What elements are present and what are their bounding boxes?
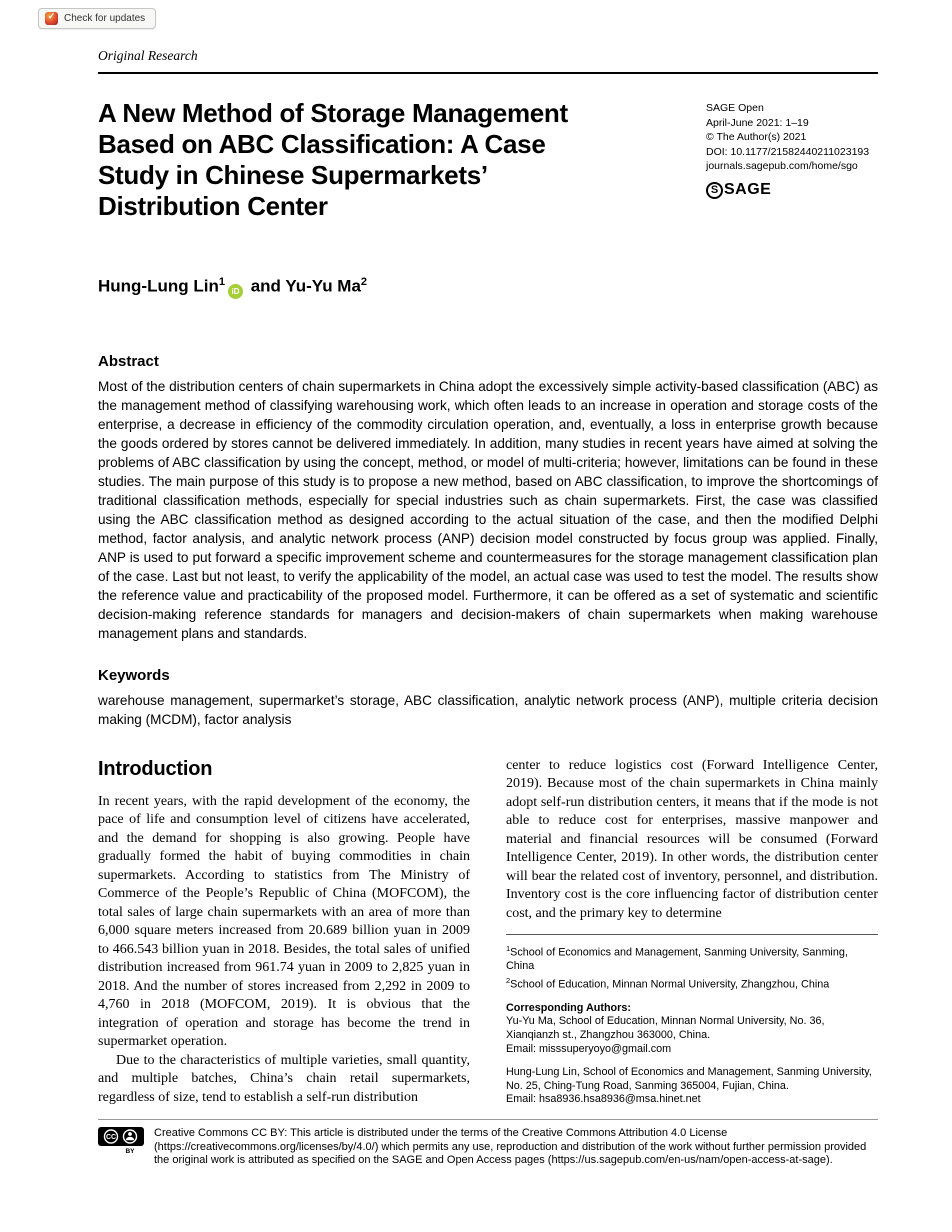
journal-info <box>706 98 878 222</box>
abstract-section <box>98 353 878 643</box>
intro-paragraph-3: center to reduce logistics cost (Forward Intelligence Center, 2019). Because most of the chain supermarkets in China mainly adopt self-run distribution centers, it means that if the mode is not able to reduce cost for enterprises, massive manpower and material and financial resources will be consumed (Forward Intelligence Center, 2019). In other words, the distribution center will bear the related cost of inventory, personnel, and distribution. Inventory cost is the core influencing factor of distribution center cost, and the primary key to determine <box>506 757 878 921</box>
journal-issue: April-June 2021: 1–19 <box>706 116 809 129</box>
affiliation-1 <box>506 942 878 974</box>
cc-by-icon <box>98 1127 144 1159</box>
correspondent-2-email[interactable]: Email: hsa8936.hsa8936@msa.hinet.net <box>506 1093 701 1106</box>
license-block <box>98 1119 878 1168</box>
svg-text:BY: BY <box>125 1148 135 1155</box>
footnotes-block <box>506 934 878 1107</box>
header-row <box>98 98 878 222</box>
license-text: Creative Commons CC BY: This article is distributed under the terms of the Creative Commons Attribution 4.0 License (https://creativecommons.org/licenses/by/4.0/) which permits any use, reproduction and distribution of the work without further permission provided the original work is attributed as specified on the SAGE and Open Access pages (https://us.sagepub.com/en-us/nam/open-access-at-sage). <box>154 1127 867 1167</box>
title-line-4: Distribution Center <box>98 191 328 221</box>
corresponding-authors-heading: Corresponding Authors: <box>506 1001 631 1014</box>
correspondent-1-email[interactable]: Email: misssuperyoyo@gmail.com <box>506 1042 672 1055</box>
abstract-heading: Abstract <box>98 352 159 370</box>
title-line-3: Study in Chinese Supermarkets’ <box>98 160 488 190</box>
affiliation-2 <box>506 974 878 992</box>
title-line-2: Based on ABC Classification: A Case <box>98 129 546 159</box>
abstract-text: Most of the distribution centers of chain supermarkets in China adopt the excessively simple activity-based classification (ABC) as the management method of classifying warehousing work, which often leads to an increase in operation and storage costs of the enterprise, a decrease in efficiency of the commodity circulation operation, and, eventually, a loss in enterprise growth because the goods ordered by stores cannot be delivered immediately. In addition, many studies in recent years have aimed at solving the problems of ABC classification by using the concept, method, or model of multi-criteria; however, limitations can be found in these studies. The main purpose of this study is to propose a new method, based on ABC classification, to improve the shortcomings of traditional classification methods, especially for special industries such as chain supermarkets. First, the case was classified using the ABC classification method as designed according to the actual situation of the case, and then the modified Delphi method, factor analysis, and analytic network process (ANP) decision model constructed by focus group was applied. Finally, ANP is used to put forward a specific improvement scheme and countermeasures for the storage management classification plan of the case. Last but not least, to verify the applicability of the model, an actual case was used to test the model. The results show the reference value and practicability of the proposed model. Furthermore, it can be offered as a set of systematic and scientific decision-making reference standards for managers and decision-makers of chain supermarkets when making warehouse management plans and standards. <box>98 378 878 641</box>
author-1-affiliation-sup: 1 <box>218 276 225 288</box>
orcid-icon[interactable]: iD <box>228 284 243 299</box>
author-connector: and <box>245 276 286 296</box>
svg-text:CC: CC <box>105 1134 117 1142</box>
author-2: Yu-Yu Ma <box>285 276 361 296</box>
affiliation-2-text: School of Education, Minnan Normal University, Zhangzhou, China <box>510 978 830 991</box>
check-for-updates-label: Check for updates <box>64 13 146 24</box>
affiliation-1-sup: 1 <box>506 944 511 953</box>
affiliation-2-sup: 2 <box>506 976 511 986</box>
header-rule <box>98 72 878 74</box>
title-line-1: A New Method of Storage Management <box>98 98 568 128</box>
left-column <box>98 757 470 1108</box>
check-for-updates-badge[interactable] <box>38 8 156 29</box>
keywords-heading: Keywords <box>98 666 170 684</box>
author-2-affiliation-sup: 2 <box>360 276 368 288</box>
sage-logo-text: SAGE <box>724 180 772 198</box>
article-title <box>98 98 706 222</box>
introduction-heading: Introduction <box>98 757 213 780</box>
article-category: Original Research <box>98 48 198 63</box>
keywords-section <box>98 667 878 729</box>
footnote-spacer <box>506 993 878 1002</box>
body-columns <box>98 757 878 1108</box>
sage-logo-icon: S <box>706 182 723 199</box>
intro-paragraph-2: Due to the characteristics of multiple varieties, small quantity, and multiple batches, China’s chain retail supermarkets, regardless of size, tend to establish a self-run distribution <box>98 1052 470 1105</box>
correspondent-1-address: Yu-Yu Ma, School of Education, Minnan Normal University, No. 36, Xianqianzh st., Zhangzhou 363000, China. <box>506 1015 825 1042</box>
keywords-text: warehouse management, supermarket’s storage, ABC classification, analytic network process (ANP), multiple criteria decision making (MCDM), factor analysis <box>98 692 878 727</box>
author-line <box>98 276 878 299</box>
right-column <box>506 757 878 1108</box>
author-1: Hung-Lung Lin <box>98 276 219 296</box>
journal-name: SAGE Open <box>706 102 764 114</box>
affiliation-1-text: School of Economics and Management, Sanming University, Sanming, China <box>506 946 848 973</box>
journal-copyright: © The Author(s) 2021 <box>706 131 807 143</box>
correspondent-2-address: Hung-Lung Lin, School of Economics and Management, Sanming University, No. 25, Ching-Tung Road, Sanming 365004, Fujian, China. <box>506 1065 872 1092</box>
footnote-spacer <box>506 1057 878 1066</box>
journal-website-link[interactable]: journals.sagepub.com/home/sgo <box>706 160 858 172</box>
sage-logo <box>706 182 878 199</box>
journal-doi-link[interactable]: DOI: 10.1177/21582440211023193 <box>706 145 870 158</box>
intro-paragraph-1: In recent years, with the rapid development of the economy, the pace of life and consumption level of citizens have accelerated, and the demand for shopping is also growing. People have gradually formed the habit of buying commodities in chain supermarkets. According to statistics from The Ministry of Commerce of the People’s Republic of China (MOFCOM), the total sales of large chain supermarkets with an area of more than 6,000 square meters increased from 20.689 billion yuan in 2009 to 466.543 billion yuan in 2018. Besides, the total sales of unified distribution increased from 961.74 yuan in 2009 to 2,825 yuan in 2018. And the number of stores increased from 2,292 in 2009 to 4,760 in 2018 (MOFCOM, 2019). It is obvious that the integration of operation and storage has become the trend in supermarket operation. <box>98 793 470 1050</box>
crossmark-icon <box>45 12 58 25</box>
